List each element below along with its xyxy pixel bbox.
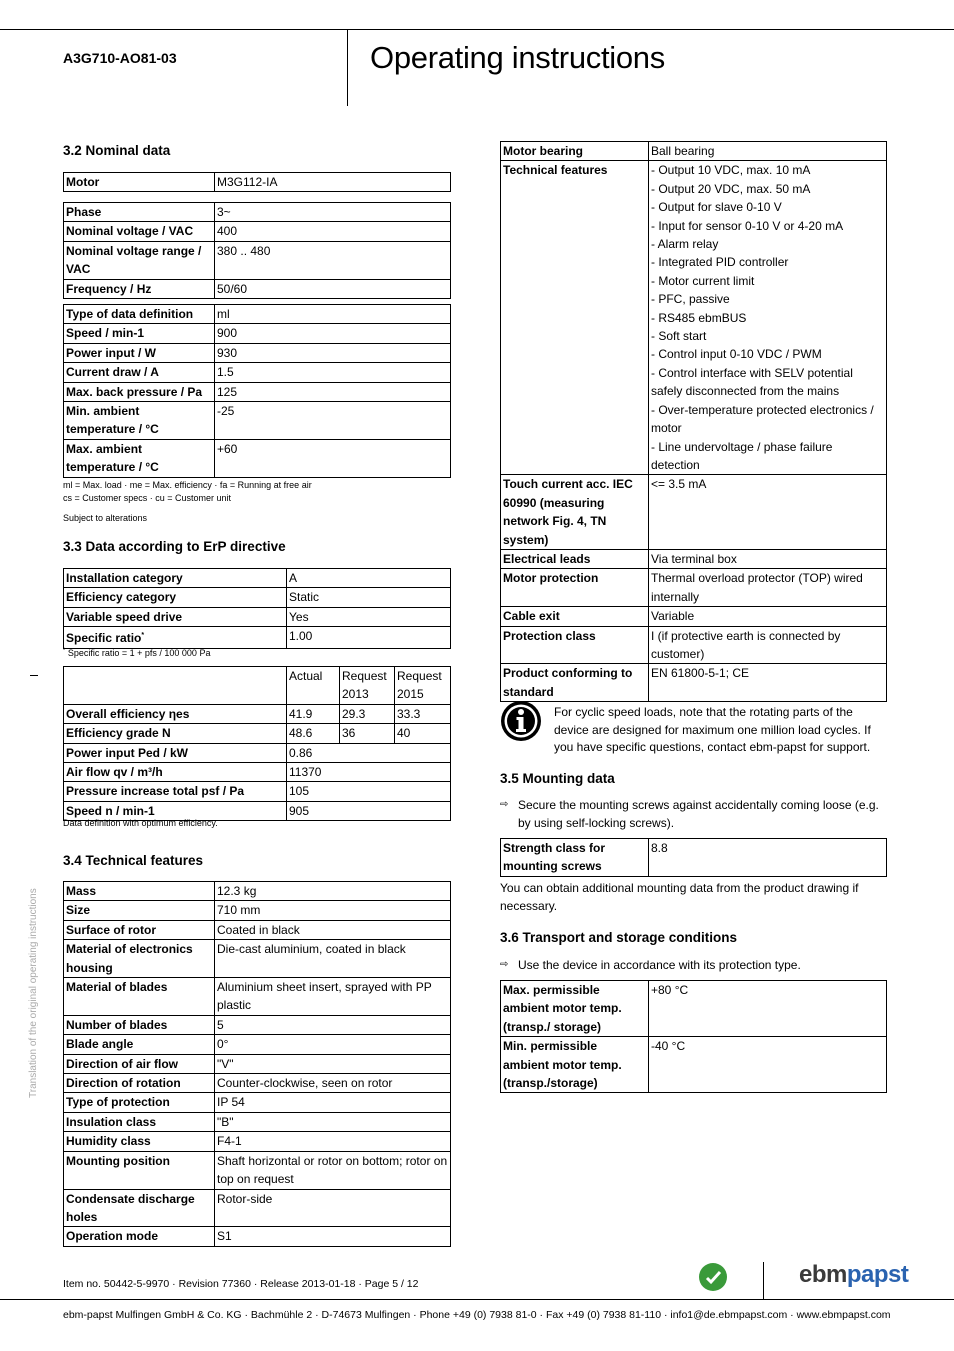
electrical-table [63, 202, 451, 299]
touch-current-label: Touch current acc. IEC 60990 (measuring network Fig. 4, TN system) [501, 475, 649, 550]
header-request-2013: Request 2013 [340, 667, 395, 705]
arrow-icon: ⇨ [500, 799, 509, 810]
table-row [64, 607, 451, 626]
table-row [501, 981, 887, 1037]
table-row [64, 305, 451, 324]
table-row [64, 1112, 451, 1131]
green-tech-badge-icon [698, 1262, 728, 1292]
table-row [64, 704, 451, 723]
table-row [64, 1035, 451, 1054]
speed-n-label: Speed n / min-1 [64, 801, 287, 820]
list-item: - Control input 0-10 VDC / PWM [651, 347, 822, 362]
table-row [64, 940, 451, 978]
mass-value: 12.3 kg [215, 882, 451, 901]
list-item: - Input for sensor 0-10 V or 4-20 mA [651, 218, 844, 233]
table-row [64, 382, 451, 401]
min-storage-temp-value: -40 °C [649, 1037, 887, 1093]
mass-label: Mass [64, 882, 215, 901]
protection-class-value: I (if protective earth is connected by customer) [649, 626, 887, 664]
table-row [501, 664, 887, 702]
specific-ratio-footnote: * Specific ratio = 1 + pfs / 100 000 Pa [63, 648, 211, 658]
phase-value: 3~ [215, 203, 451, 222]
air-flow-value: 11370 [287, 763, 451, 782]
table-row [64, 743, 451, 762]
transport-instruction-text: Use the device in accordance with its protection type. [518, 958, 801, 972]
list-item: - Control interface with SELV potential safely disconnected from the mains [651, 365, 853, 399]
power-input-value: 930 [215, 343, 451, 362]
current-draw-label: Current draw / A [64, 363, 215, 382]
table-row [64, 782, 451, 801]
section-erp: 3.3 Data according to ErP directive [63, 539, 286, 554]
list-item: - RS485 ebmBUS [651, 310, 747, 325]
electrical-leads-label: Electrical leads [501, 549, 649, 568]
translation-note: Translation of the original operating instructions [28, 888, 39, 1098]
table-row [64, 1227, 451, 1246]
efficiency-grade-2015: 40 [395, 724, 451, 743]
table-row [64, 222, 451, 241]
table-row [501, 142, 887, 161]
footer-rule [0, 1299, 954, 1300]
standard-label: Product conforming to standard [501, 664, 649, 702]
rotor-surface-value: Coated in black [215, 920, 451, 939]
overall-efficiency-2015: 33.3 [395, 704, 451, 723]
table-row [64, 343, 451, 362]
optimum-efficiency-note: Data definition with optimum efficiency. [63, 818, 218, 828]
speed-n-value: 905 [287, 801, 451, 820]
rotation-direction-label: Direction of rotation [64, 1074, 215, 1093]
efficiency-category-label: Efficiency category [64, 588, 287, 607]
condensate-holes-value: Rotor-side [215, 1189, 451, 1227]
protection-type-label: Type of protection [64, 1093, 215, 1112]
table-row [64, 920, 451, 939]
max-storage-temp-label: Max. permissible ambient motor temp. (transp./ storage) [501, 981, 649, 1037]
housing-material-label: Material of electronics housing [64, 940, 215, 978]
min-storage-temp-label: Min. permissible ambient motor temp. (transp./storage) [501, 1037, 649, 1093]
back-pressure-label: Max. back pressure / Pa [64, 382, 215, 401]
header-empty [64, 667, 287, 705]
operation-mode-value: S1 [215, 1227, 451, 1246]
transport-instruction [500, 956, 888, 974]
data-definition-label: Type of data definition [64, 305, 215, 324]
condensate-holes-label: Condensate discharge holes [64, 1189, 215, 1227]
size-value: 710 mm [215, 901, 451, 920]
table-row [64, 402, 451, 440]
operating-table [63, 304, 451, 478]
table-row [64, 763, 451, 782]
blade-angle-value: 0° [215, 1035, 451, 1054]
table-row [64, 901, 451, 920]
blade-count-label: Number of blades [64, 1015, 215, 1034]
mounting-position-label: Mounting position [64, 1151, 215, 1189]
table-row [501, 475, 887, 550]
motor-label: Motor [64, 173, 215, 192]
table-row [64, 724, 451, 743]
cable-exit-value: Variable [649, 607, 887, 626]
list-item: - Integrated PID controller [651, 255, 789, 270]
blade-material-value: Aluminium sheet insert, sprayed with PP plastic [215, 978, 451, 1016]
humidity-class-value: F4-1 [215, 1132, 451, 1151]
logo-part-ebm: ebm [799, 1261, 847, 1288]
max-temp-label: Max. ambient temperature / °C [64, 439, 215, 477]
blade-count-value: 5 [215, 1015, 451, 1034]
speed-label: Speed / min-1 [64, 324, 215, 343]
standard-value: EN 61800-5-1; CE [649, 664, 887, 702]
table-row [64, 203, 451, 222]
speed-value: 900 [215, 324, 451, 343]
table-row [64, 279, 451, 298]
abbrev-note-2: cs = Customer specs · cu = Customer unit [63, 493, 232, 503]
air-flow-direction-value: "V" [215, 1054, 451, 1073]
header-top-rule [0, 29, 954, 30]
erp-table [63, 568, 451, 649]
table-row [64, 173, 451, 192]
variable-speed-label: Variable speed drive [64, 607, 287, 626]
header-actual: Actual [287, 667, 340, 705]
table-row [501, 161, 887, 475]
table-row [64, 1132, 451, 1151]
table-row [501, 607, 887, 626]
technical-features-label: Technical features [501, 161, 649, 475]
list-item: - Output 20 VDC, max. 50 mA [651, 181, 811, 196]
motor-bearing-label: Motor bearing [501, 142, 649, 161]
table-row [501, 549, 887, 568]
efficiency-category-value: Static [287, 588, 451, 607]
voltage-range-value: 380 .. 480 [215, 241, 451, 279]
specific-ratio-text: Specific ratio [66, 631, 142, 646]
section-nominal-data: 3.2 Nominal data [63, 143, 171, 158]
table-row [501, 569, 887, 607]
table-row [501, 839, 887, 877]
list-item: - Over-temperature protected electronics / motor [651, 402, 874, 436]
section-transport: 3.6 Transport and storage conditions [500, 930, 738, 945]
current-draw-value: 1.5 [215, 363, 451, 382]
nominal-voltage-value: 400 [215, 222, 451, 241]
list-item: - Output 10 VDC, max. 10 mA [651, 163, 811, 178]
motor-table [63, 172, 451, 192]
margin-mark [30, 675, 38, 676]
motor-bearing-value: Ball bearing [649, 142, 887, 161]
mounting-instruction [500, 796, 888, 832]
specific-ratio-value: 1.00 [287, 627, 451, 648]
power-input-ed-label: Power input Ped / kW [64, 743, 287, 762]
table-row [64, 324, 451, 343]
humidity-class-label: Humidity class [64, 1132, 215, 1151]
technical-table [63, 881, 451, 1247]
table-row [501, 626, 887, 664]
max-storage-temp-value: +80 °C [649, 981, 887, 1037]
insulation-class-label: Insulation class [64, 1112, 215, 1131]
protection-type-value: IP 54 [215, 1093, 451, 1112]
electrical-leads-value: Via terminal box [649, 549, 887, 568]
mounting-note: You can obtain additional mounting data from the product drawing if necessary. [500, 881, 859, 913]
data-definition-value: ml [215, 305, 451, 324]
efficiency-grade-2013: 36 [340, 724, 395, 743]
table-row [64, 1074, 451, 1093]
table-row [64, 1189, 451, 1227]
abbrev-note-1: ml = Max. load · me = Max. efficiency · fa = Running at free air [63, 480, 312, 490]
item-info: Item no. 50442-5-9970 · Revision 77360 · Release 2013-01-18 · Page 5 / 12 [63, 1278, 419, 1290]
model-number: A3G710-AO81-03 [63, 50, 177, 66]
blade-angle-label: Blade angle [64, 1035, 215, 1054]
technical-features-list [649, 161, 887, 475]
air-flow-label: Air flow qv / m³/h [64, 763, 287, 782]
motor-value: M3G112-IA [215, 173, 451, 192]
efficiency-grade-actual: 48.6 [287, 724, 340, 743]
motor-protection-label: Motor protection [501, 569, 649, 607]
table-row [64, 1054, 451, 1073]
table-row [64, 588, 451, 607]
arrow-icon: ⇨ [500, 959, 509, 970]
min-temp-value: -25 [215, 402, 451, 440]
motor-details-table [500, 141, 887, 702]
insulation-class-value: "B" [215, 1112, 451, 1131]
efficiency-table [63, 666, 451, 821]
touch-current-value: <= 3.5 mA [649, 475, 887, 550]
pressure-increase-label: Pressure increase total psf / Pa [64, 782, 287, 801]
list-item: - Line undervoltage / phase failure detection [651, 439, 833, 472]
table-row [64, 363, 451, 382]
mounting-table [500, 838, 887, 877]
list-item: - Alarm relay [651, 237, 719, 252]
phase-label: Phase [64, 203, 215, 222]
specific-ratio-label: Specific ratio* [64, 627, 287, 648]
list-item: - Motor current limit [651, 273, 755, 288]
info-note: For cyclic speed loads, note that the rotating parts of the device are designed for maximum one million load cycles. If you have specific questions, contact ebm-papst for support. [554, 705, 871, 754]
ebmpapst-logo [799, 1261, 908, 1289]
rotor-surface-label: Surface of rotor [64, 920, 215, 939]
strength-class-label: Strength class for mounting screws [501, 839, 649, 877]
info-icon [500, 700, 542, 742]
mounting-position-value: Shaft horizontal or rotor on bottom; rotor on top on request [215, 1151, 451, 1189]
table-row [64, 1015, 451, 1034]
air-flow-direction-label: Direction of air flow [64, 1054, 215, 1073]
overall-efficiency-2013: 29.3 [340, 704, 395, 723]
table-row [64, 978, 451, 1016]
blade-material-label: Material of blades [64, 978, 215, 1016]
pressure-increase-value: 105 [287, 782, 451, 801]
specific-ratio-footnote-text: Specific ratio = 1 + pfs / 100 000 Pa [67, 648, 211, 658]
mounting-instruction-text: Secure the mounting screws against accidentally coming loose (e.g. by using self-locking screws). [518, 798, 879, 830]
company-address: ebm-papst Mulfingen GmbH & Co. KG · Bachmühle 2 · D-74673 Mulfingen · Phone +49 (0) 7938 81-0 · Fax +49 (0) 7938 81-110 · info1@de.ebmpapst.com · www.ebmpapst.com [63, 1309, 891, 1321]
table-row [501, 1037, 887, 1093]
variable-speed-value: Yes [287, 607, 451, 626]
header-request-2015: Request 2015 [395, 667, 451, 705]
table-row [64, 882, 451, 901]
strength-class-value: 8.8 [649, 839, 887, 877]
efficiency-grade-label: Efficiency grade N [64, 724, 287, 743]
operation-mode-label: Operation mode [64, 1227, 215, 1246]
table-row [64, 569, 451, 588]
list-item: - Output for slave 0-10 V [651, 200, 782, 215]
overall-efficiency-label: Overall efficiency ηes [64, 704, 287, 723]
list-item: - PFC, passive [651, 292, 730, 307]
nominal-voltage-label: Nominal voltage / VAC [64, 222, 215, 241]
overall-efficiency-actual: 41.9 [287, 704, 340, 723]
cable-exit-label: Cable exit [501, 607, 649, 626]
table-row [64, 1093, 451, 1112]
frequency-value: 50/60 [215, 279, 451, 298]
max-temp-value: +60 [215, 439, 451, 477]
list-item: - Soft start [651, 329, 707, 344]
table-row [64, 439, 451, 477]
logo-part-papst: papst [846, 1261, 909, 1288]
table-row [64, 1151, 451, 1189]
table-header-row [64, 667, 451, 705]
table-row [64, 241, 451, 279]
footer-divider [763, 1262, 764, 1300]
back-pressure-value: 125 [215, 382, 451, 401]
protection-class-label: Protection class [501, 626, 649, 664]
power-input-label: Power input / W [64, 343, 215, 362]
size-label: Size [64, 901, 215, 920]
page-title: Operating instructions [370, 40, 665, 75]
section-technical-features: 3.4 Technical features [63, 853, 204, 868]
power-input-ed-value: 0.86 [287, 743, 451, 762]
alterations-note: Subject to alterations [63, 513, 148, 523]
housing-material-value: Die-cast aluminium, coated in black [215, 940, 451, 978]
min-temp-label: Min. ambient temperature / °C [64, 402, 215, 440]
installation-category-label: Installation category [64, 569, 287, 588]
transport-table [500, 980, 887, 1093]
motor-protection-value: Thermal overload protector (TOP) wired internally [649, 569, 887, 607]
frequency-label: Frequency / Hz [64, 279, 215, 298]
rotation-direction-value: Counter-clockwise, seen on rotor [215, 1074, 451, 1093]
voltage-range-label: Nominal voltage range / VAC [64, 241, 215, 279]
section-mounting-data: 3.5 Mounting data [500, 771, 615, 786]
header-divider [347, 29, 348, 106]
installation-category-value: A [287, 569, 451, 588]
